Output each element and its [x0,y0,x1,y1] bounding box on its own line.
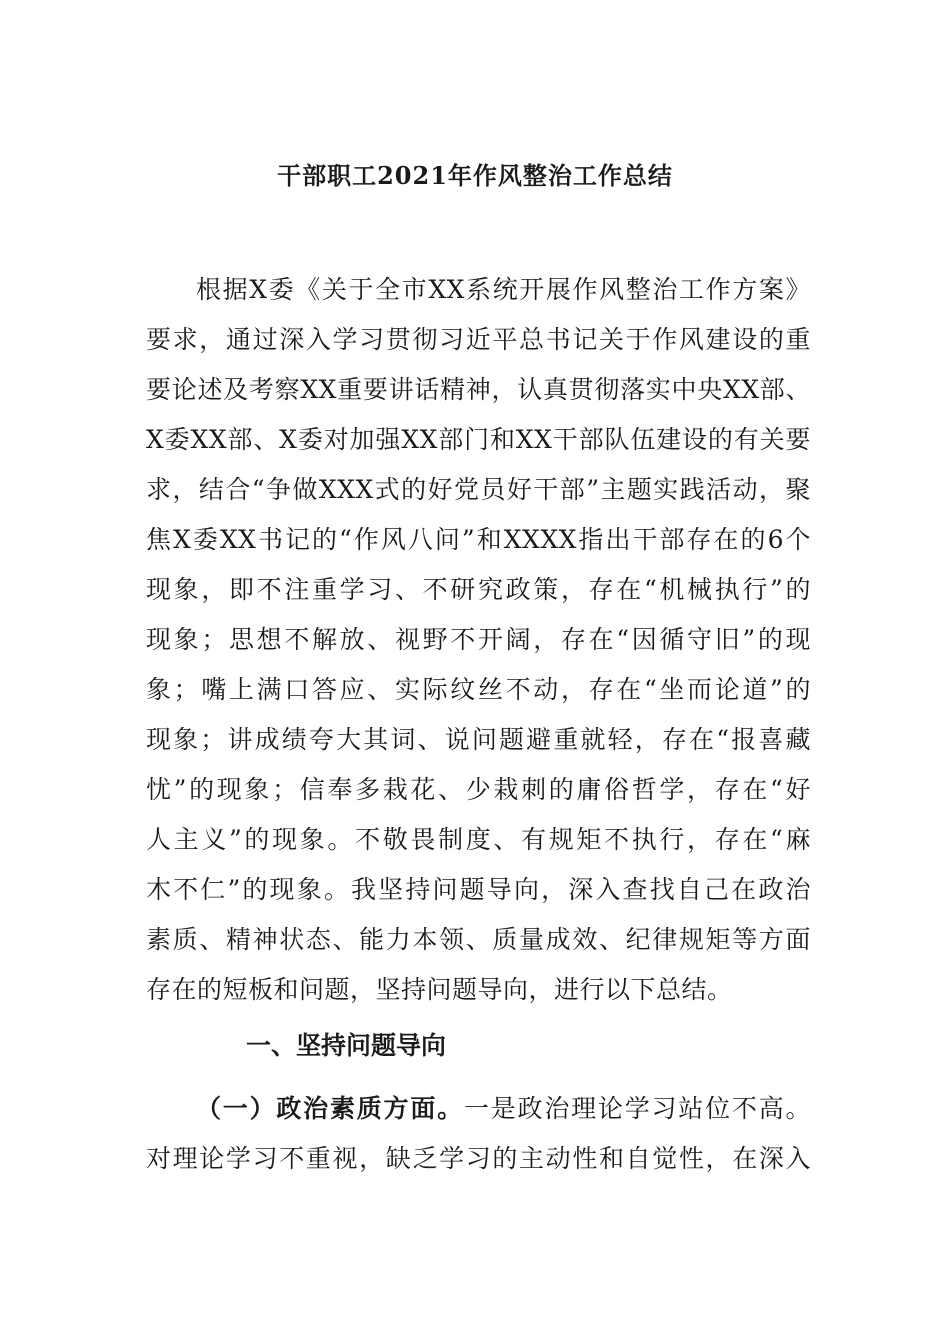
paragraph-line: 求，结合“争做XXX式的好党员好干部”主题实践活动，聚 [146,475,811,504]
paragraph-line: 忧”的现象；信奉多栽花、少栽刺的庸俗哲学，存在“好 [146,775,811,804]
paragraph-line: 素质、精神状态、能力本领、质量成效、纪律规矩等方面 [146,925,811,954]
paragraph-line: 焦X委XX书记的“作风八问”和XXXX指出干部存在的6个 [146,525,811,554]
paragraph-line: 象；嘴上满口答应、实际纹丝不动，存在“坐而论道”的 [146,675,811,704]
document-title: 干部职工2021年作风整治工作总结 [277,161,673,190]
paragraph-line: 对理论学习不重视，缺乏学习的主动性和自觉性，在深入 [146,1144,811,1173]
subsection-label: （一）政治素质方面。 [196,1094,464,1123]
paragraph-line: 人主义”的现象。不敬畏制度、有规矩不执行，存在“麻 [146,825,811,854]
section-heading: 一、坚持问题导向 [246,1031,447,1060]
paragraph-line: 现象；讲成绩夸大其词、说问题避重就轻，存在“报喜藏 [146,725,811,754]
paragraph-line: 现象，即不注重学习、不研究政策，存在“机械执行”的 [146,575,811,604]
paragraph-line: 根据X委《关于全市XX系统开展作风整治工作方案》 [196,275,811,304]
paragraph-line: 存在的短板和问题，坚持问题导向，进行以下总结。 [146,975,733,1004]
paragraph-line: X委XX部、X委对加强XX部门和XX干部队伍建设的有关要 [146,425,811,454]
subsection-paragraph [146,1084,811,1184]
intro-paragraph [146,265,811,1015]
paragraph-line: 木不仁”的现象。我坚持问题导向，深入查找自己在政治 [146,875,811,904]
subsection-text: 一是政治理论学习站位不高。 [463,1094,811,1123]
paragraph-line: 现象；思想不解放、视野不开阔，存在“因循守旧”的现 [146,625,811,654]
paragraph-line: 要论述及考察XX重要讲话精神，认真贯彻落实中央XX部、 [146,375,811,404]
paragraph-line [146,1084,811,1134]
paragraph-line: 要求，通过深入学习贯彻习近平总书记关于作风建设的重 [146,325,811,354]
